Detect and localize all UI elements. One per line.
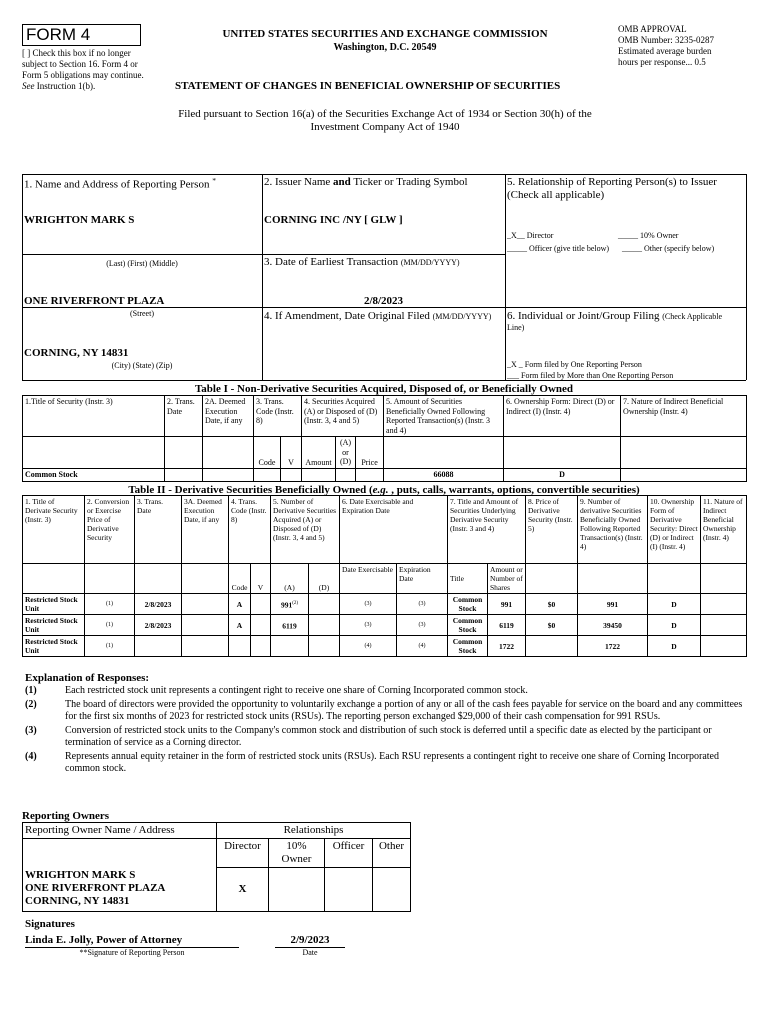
t1-amount-owned: 66088 — [384, 469, 504, 482]
t1-header-ownership: 6. Ownership Form: Direct (D) or Indirect (I) (Instr. 4) — [504, 396, 621, 437]
t2-header-deemed: 3A. Deemed Execution Date, if any — [182, 496, 229, 564]
t2-row-underlying-title: Common Stock — [448, 615, 488, 636]
t2-row-date — [135, 636, 182, 657]
t2-row-conversion: (1) — [85, 594, 135, 615]
owners-col-10pct: 10% Owner — [269, 839, 325, 868]
reporting-owners-table — [22, 822, 411, 912]
t2-row-date: 2/8/2023 — [135, 594, 182, 615]
t2-row-title: Restricted Stock Unit — [23, 615, 85, 636]
filed-pursuant: Filed pursuant to Section 16(a) of the Securities Exchange Act of 1934 or Section 30(h) of the Investment Company Act of 1940 — [178, 108, 592, 133]
t2-row-expiration: (3) — [397, 594, 448, 615]
t2-row-expiration: (4) — [397, 636, 448, 657]
t2-row-code: A — [229, 594, 251, 615]
list-item: (3) Conversion of restricted stock units to the Company's common stock and distribution of such stock is deferred until a specific date as elected by the participant or termination of service as a Corning director. — [25, 725, 712, 748]
t2-row-form: D — [648, 636, 701, 657]
table1 — [22, 395, 747, 482]
t2-header-ownership: 10. Ownership Form of Derivative Security: Direct (D) or Indirect (I) (Instr. 4) — [648, 496, 701, 564]
t2-header-exercisable: 6. Date Exercisable and Expiration Date — [340, 496, 448, 564]
table-row — [23, 868, 411, 912]
t2-sub-d: (D) — [309, 564, 340, 594]
city-state-zip: CORNING, NY 14831 — [24, 347, 129, 359]
t2-header-number: 5. Number of Derivative Securities Acquired (A) or Disposed of (D) (Instr. 3, 4 and 5) — [271, 496, 340, 564]
filing-one-person: _X _ Form filed by One Reporting Person — [507, 360, 642, 369]
relationship-other: _____ Other (specify below) — [622, 244, 715, 253]
t2-row-price — [526, 636, 578, 657]
signature-label: **Signature of Reporting Person — [79, 948, 185, 957]
t2-sub-title: Title — [448, 564, 488, 594]
t2-sub-code: Code — [229, 564, 251, 594]
t2-row-underlying-title: Common Stock — [448, 594, 488, 615]
owner-name-address: WRIGHTON MARK S ONE RIVERFRONT PLAZA CORNING, NY 14831 — [23, 868, 217, 912]
t2-header-owned: 9. Number of derivative Securities Beneficially Owned Following Reported Transaction(s) (Instr. 4) — [578, 496, 648, 564]
t2-row-title: Restricted Stock Unit — [23, 594, 85, 615]
street-label: (Street) — [130, 309, 154, 318]
t1-header-nature: 7. Nature of Indirect Beneficial Ownership (Instr. 4) — [621, 396, 747, 437]
owners-col-other: Other — [373, 839, 411, 868]
t1-sub-code: Code — [254, 437, 281, 469]
t2-row-conversion: (1) — [85, 636, 135, 657]
signature-date-label: Date — [302, 948, 318, 957]
name-parts-label: (Last) (First) (Middle) — [106, 259, 178, 268]
t2-header-underlying: 7. Title and Amount of Securities Underlying Derivative Security (Instr. 3 and 4) — [448, 496, 526, 564]
signature-name: Linda E. Jolly, Power of Attorney — [25, 934, 239, 948]
t1-sub-a-or-d: (A) or (D) — [336, 437, 356, 469]
t2-row-exercisable: (3) — [340, 594, 397, 615]
t2-row-exercisable: (3) — [340, 615, 397, 636]
t2-header-conversion: 2. Conversion or Exercise Price of Derivative Security — [85, 496, 135, 564]
box1-label: 1. Name and Address of Reporting Person * — [24, 176, 216, 191]
relationship-10pct-owner: _____ 10% Owner — [618, 231, 679, 240]
t2-row-exercisable: (4) — [340, 636, 397, 657]
t2-row-owned: 991 — [578, 594, 648, 615]
owner-director-mark: X — [217, 868, 269, 912]
t1-header-amount-owned: 5. Amount of Securities Beneficially Owned Following Reported Transaction(s) (Instr. 3 and 4) — [384, 396, 504, 437]
omb-approval: OMB APPROVAL OMB Number: 3235-0287 Estimated average burden hours per response... 0.5 — [618, 24, 714, 67]
t1-header-code: 3. Trans. Code (Instr. 8) — [254, 396, 302, 437]
relationship-officer: _____ Officer (give title below) — [507, 244, 610, 253]
t1-header-acquired: 4. Securities Acquired (A) or Disposed of (D) (Instr. 3, 4 and 5) — [302, 396, 384, 437]
box4-label: 4. If Amendment, Date Original Filed (MM/DD/YYYY) — [264, 310, 492, 322]
table-row — [23, 636, 747, 657]
table-row — [23, 594, 747, 615]
t1-sub-v: V — [281, 437, 302, 469]
table-row — [23, 469, 747, 482]
t1-sub-price: Price — [356, 437, 384, 469]
table-row — [23, 615, 747, 636]
t2-row-acquired: 991$^{(2)}$ — [271, 594, 309, 615]
t2-row-owned: 39450 — [578, 615, 648, 636]
statement-title: STATEMENT OF CHANGES IN BENEFICIAL OWNERSHIP OF SECURITIES — [175, 80, 561, 92]
box6-label-line: Line) — [507, 323, 525, 332]
t2-row-expiration: (3) — [397, 615, 448, 636]
t2-sub-exercisable: Date Exercisable — [340, 564, 397, 594]
t2-row-underlying-amount: 1722 — [488, 636, 526, 657]
list-item: (1) Each restricted stock unit represents a contingent right to receive one share of Corning Incorporated common stock. — [25, 685, 528, 696]
reporting-person-name: WRIGHTON MARK S — [24, 214, 135, 226]
t2-row-underlying-amount: 6119 — [488, 615, 526, 636]
form-title: FORM 4 — [22, 24, 141, 46]
t1-ownership-form: D — [504, 469, 621, 482]
owners-col-relationships: Relationships — [217, 823, 411, 839]
agency-name: UNITED STATES SECURITIES AND EXCHANGE COMMISSION — [222, 28, 548, 40]
t2-row-owned: 1722 — [578, 636, 648, 657]
table2-title: Table II - Derivative Securities Beneficially Owned (e.g. , puts, calls, warrants, options, convertible securities) — [128, 484, 640, 496]
owners-col-officer: Officer — [325, 839, 373, 868]
t1-sub-amount: Amount — [302, 437, 336, 469]
t2-row-title: Restricted Stock Unit — [23, 636, 85, 657]
table2 — [22, 495, 747, 657]
t2-header-nature: 11. Nature of Indirect Beneficial Ownership (Instr. 4) — [701, 496, 747, 564]
box6-label: 6. Individual or Joint/Group Filing (Check Applicable — [507, 310, 722, 322]
checkbox-notice: [ ] Check this box if no longer subject to Section 16. Form 4 or Form 5 obligations may continue. See Instruction 1(b). — [22, 48, 144, 91]
t2-header-price: 8. Price of Derivative Security (Instr. 5) — [526, 496, 578, 564]
city-label: (City) (State) (Zip) — [111, 361, 173, 370]
owners-col-name: Reporting Owner Name / Address — [23, 823, 217, 839]
t2-row-price: $0 — [526, 594, 578, 615]
list-item: (4) Represents annual equity retainer in the form of restricted stock units (RSUs). Each RSU represents a contingent right to receive one share of Corning Incorporated common stock. — [25, 751, 719, 774]
t2-sub-v: V — [251, 564, 271, 594]
t2-header-title: 1. Title of Derivate Security (Instr. 3) — [23, 496, 85, 564]
t2-row-acquired — [271, 636, 309, 657]
t2-row-code — [229, 636, 251, 657]
t2-row-acquired: 6119 — [271, 615, 309, 636]
box2-label: 2. Issuer Name and Ticker or Trading Symbol — [264, 176, 468, 188]
agency-city: Washington, D.C. 20549 — [333, 42, 437, 53]
t2-row-conversion: (1) — [85, 615, 135, 636]
reporting-owners-title: Reporting Owners — [22, 810, 110, 822]
explanation-title: Explanation of Responses: — [25, 672, 150, 684]
t2-sub-amount: Amount or Number of Shares — [488, 564, 526, 594]
t2-row-price: $0 — [526, 615, 578, 636]
t1-security-title: Common Stock — [23, 469, 165, 482]
explanation-list — [25, 685, 747, 775]
street-address: ONE RIVERFRONT PLAZA — [24, 295, 165, 307]
t2-row-form: D — [648, 594, 701, 615]
list-item: (2) The board of directors were provided the opportunity to voluntarily exchange a portion of any or all of the cash fees payable for service on the board and any committees for the first six months of 2023 for restricted stock units (RSUs). The reporting person exchanged $29,000 of their cash compensation for 991 RSUs. — [25, 699, 743, 722]
t2-header-date: 3. Trans. Date — [135, 496, 182, 564]
t1-header-date: 2. Trans. Date — [165, 396, 203, 437]
t2-sub-expiration: Expiration Date — [397, 564, 448, 594]
t1-header-title: 1.Title of Security (Instr. 3) — [23, 396, 165, 437]
t2-row-form: D — [648, 615, 701, 636]
issuer-name: CORNING INC /NY [ GLW ] — [264, 214, 403, 226]
signature-date: 2/9/2023 — [275, 934, 345, 948]
t2-row-underlying-title: Common Stock — [448, 636, 488, 657]
box3-label: 3. Date of Earliest Transaction (MM/DD/YYYY) — [264, 256, 460, 268]
t1-header-deemed: 2A. Deemed Execution Date, if any — [203, 396, 254, 437]
t2-row-underlying-amount: 991 — [488, 594, 526, 615]
t2-row-code: A — [229, 615, 251, 636]
owners-col-director: Director — [217, 839, 269, 868]
signatures-title: Signatures — [25, 918, 75, 930]
earliest-transaction-date: 2/8/2023 — [363, 295, 404, 307]
t2-header-code: 4. Trans. Code (Instr. 8) — [229, 496, 271, 564]
box5-label: 5. Relationship of Reporting Person(s) to Issuer (Check all applicable) — [507, 176, 717, 201]
t2-sub-a: (A) — [271, 564, 309, 594]
t2-row-date: 2/8/2023 — [135, 615, 182, 636]
relationship-director: _X__ Director — [507, 231, 554, 240]
filing-multiple-persons: ___ Form filed by More than One Reporting Person — [507, 371, 674, 380]
table1-title: Table I - Non-Derivative Securities Acquired, Disposed of, or Beneficially Owned — [194, 383, 574, 395]
